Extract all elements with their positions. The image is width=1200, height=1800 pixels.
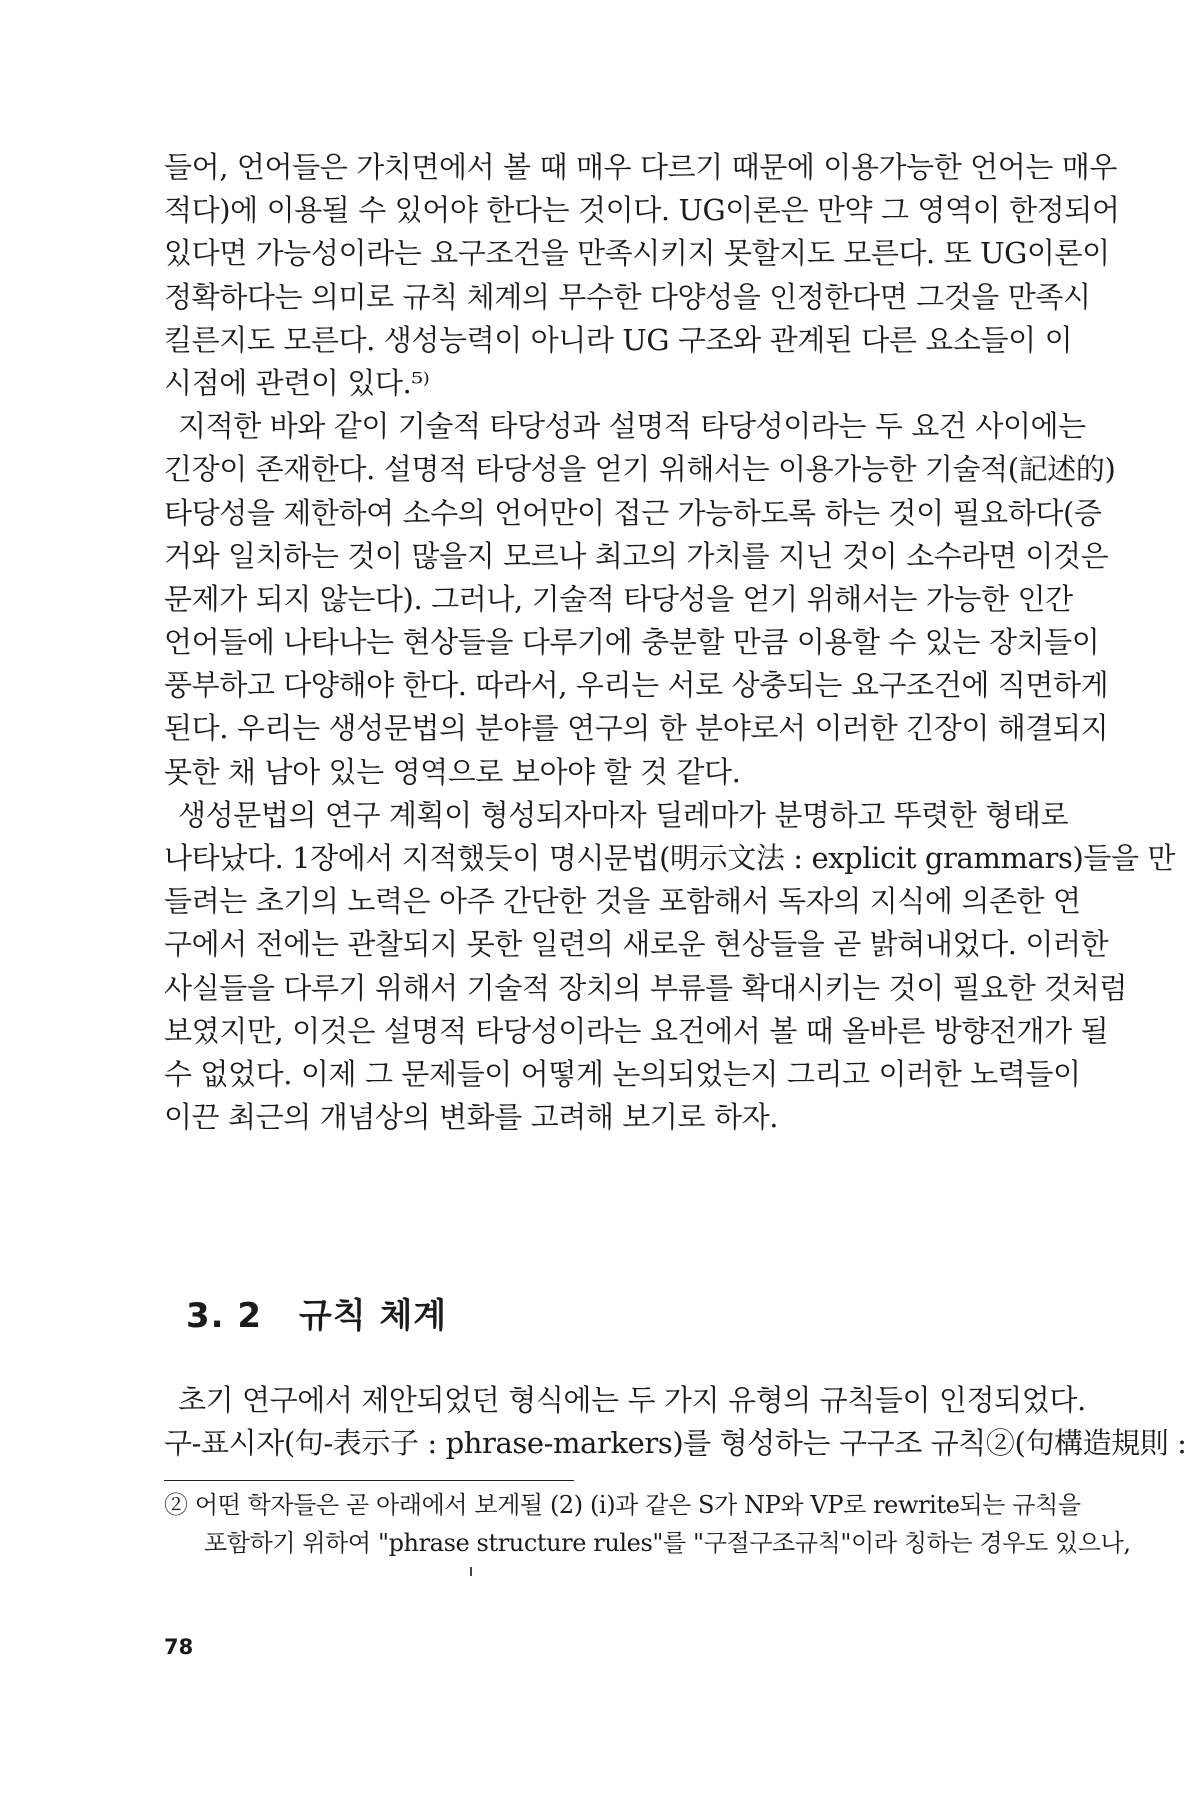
text-line: 이끈 최근의 개념상의 변화를 고려해 보기로 하자. [164,1100,779,1135]
text-line: 문제가 되지 않는다). 그러나, 기술적 타당성을 얻기 위해서는 가능한 인간 [164,581,1073,616]
text-line: 있다면 가능성이라는 요구조건을 만족시키지 못할지도 모른다. 또 UG이론이 [164,236,1110,271]
text-line: 못한 채 남아 있는 영역으로 보아야 할 것 같다. [164,754,741,789]
text-line: 구-표시자(句-表示子 : phrase-markers)를 형성하는 구구조 규칙②(句構造規則 : [164,1426,1187,1461]
text-line: 정확하다는 의미로 규칙 체계의 무수한 다양성을 인정한다면 그것을 만족시 [164,279,1091,314]
text-line: 구에서 전에는 관찰되지 못한 일련의 새로운 현상들을 곧 밝혀내었다. 이러한 [164,927,1109,962]
text-line: 적다)에 이용될 수 있어야 한다는 것이다. UG이론은 만약 그 영역이 한정되어 [164,193,1120,228]
text-line: 타당성을 제한하여 소수의 언어만이 접근 가능하도록 하는 것이 필요하다(증 [164,495,1102,530]
text-line: 킬른지도 모른다. 생성능력이 아니라 UG 구조와 관계된 다른 요소들이 이 [164,322,1073,357]
paragraph-start-line: 초기 연구에서 제안되었던 형식에는 두 가지 유형의 규칙들이 인정되었다. [178,1383,1086,1417]
text-line: 사실들을 다루기 위해서 기술적 장치의 부류를 확대시키는 것이 필요한 것처럼 [164,970,1128,1005]
text-line: 나타났다. 1장에서 지적했듯이 명시문법(明示文法 : explicit grammars)들을 만 [164,841,1176,875]
section-number: 3. 2 [186,1296,263,1336]
section-title: 규칙 체계 [298,1296,448,1336]
text-line: 된다. 우리는 생성문법의 분야를 연구의 한 분야로서 이러한 긴장이 해결되지 [164,711,1109,746]
footnote-line: ② 어떤 학자들은 곧 아래에서 보게될 (2) (i)과 같은 S가 NP와 VP로 rewrite되는 규칙을 [164,1491,1081,1519]
paragraph-start-line: 지적한 바와 같이 기술적 타당성과 설명적 타당성이라는 두 요건 사이에는 [178,409,1086,444]
text-line: 긴장이 존재한다. 설명적 타당성을 얻기 위해서는 이용가능한 기술적(記述的) [164,452,1116,487]
text-line: 시점에 관련이 있다.⁵⁾ [164,365,430,400]
text-line: 보였지만, 이것은 설명적 타당성이라는 요건에서 볼 때 올바른 방향전개가 될 [164,1013,1109,1048]
body-text [164,146,1176,1139]
page-number: 78 [164,1635,194,1659]
text-line: 들어, 언어들은 가치면에서 볼 때 매우 다르기 때문에 이용가능한 언어는 매우 [164,150,1118,184]
text-line: 언어들에 나타나는 현상들을 다루기에 충분할 만큼 이용할 수 있는 장치들이 [164,625,1100,660]
text-line: 수 없었다. 이제 그 문제들이 어떻게 논의되었는지 그리고 이러한 노력들이 [164,1056,1081,1091]
footnote [164,1486,1131,1562]
section-text [164,1378,1187,1464]
paragraph-start-line: 생성문법의 연구 계획이 형성되자마자 딜레마가 분명하고 뚜렷한 형태로 [178,797,1069,832]
scan-speck [470,1567,472,1576]
section-heading [186,1288,447,1337]
text-line: 거와 일치하는 것이 많을지 모르나 최고의 가치를 지닌 것이 소수라면 이것은 [164,538,1109,573]
text-line: 들려는 초기의 노력은 아주 간단한 것을 포함해서 독자의 지식에 의존한 연 [164,884,1081,919]
footnote-rule [164,1480,574,1481]
text-line: 풍부하고 다양해야 한다. 따라서, 우리는 서로 상충되는 요구조건에 직면하게 [164,668,1109,703]
footnote-line: 포함하기 위하여 "phrase structure rules"를 "구절구조규칙"이라 칭하는 경우도 있으나, [204,1529,1131,1557]
